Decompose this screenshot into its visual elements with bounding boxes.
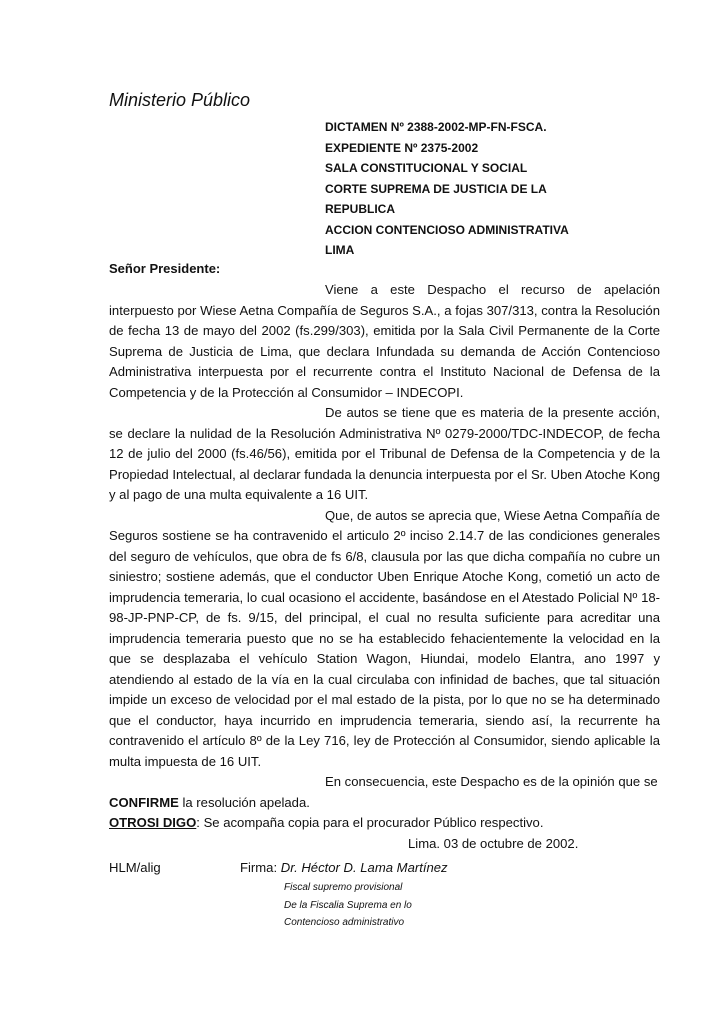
court-name: CORTE SUPREMA DE JUSTICIA DE LA (325, 181, 547, 196)
paragraph-conclusion: En consecuencia, este Despacho es de la opinión que se (325, 774, 658, 789)
salutation: Señor Presidente: (109, 261, 221, 276)
date-line (109, 834, 660, 855)
court-chamber: SALA CONSTITUCIONAL Y SOCIAL (325, 161, 528, 175)
court-name-continued: REPUBLICA (325, 202, 396, 216)
signatory-title-line: Contencioso administrativo (284, 917, 405, 928)
institution-name: Ministerio Público (109, 90, 251, 110)
signatory-title-line: De la Fiscalia Suprema en lo (284, 899, 412, 911)
expediente-number: EXPEDIENTE Nº 2375-2002 (325, 140, 479, 155)
city: LIMA (325, 243, 355, 257)
case-header (325, 117, 660, 261)
signatory-name: Dr. Héctor D. Lama Martínez (280, 860, 448, 875)
paragraph-matter: De autos se tiene que es materia de la presente acción, se declare la nulidad de la Resolución Administrativa Nº 0279-2000/TDC-INDECOP, de fecha 12 de julio del 2000 (fs.46/56), emitida por el Tribunal de Defensa de la Competencia y de la Propiedad Intelectual, al declarar fundada la denuncia interpuesta por el Sr. Uben Atoche Kong y al pago de una multa equivalente a 16 UIT. (109, 405, 660, 502)
initials: HLM/alig (109, 860, 161, 875)
document-body (109, 280, 660, 854)
action-type: ACCION CONTENCIOSO ADMINISTRATIVA (325, 222, 569, 237)
paragraph-analysis: Que, de autos se aprecia que, Wiese Aetna Compañía de Seguros sostiene se ha contravenido el articulo 2º inciso 2.14.7 de las condiciones generales del seguro de vehículos, que obra de fs 6/8, clausula por las que dicha compañía no cubre un siniestro; sostiene además, que el conductor Uben Enrique Atoche Kong, cometió un acto de imprudencia temeraria, lo cual ocasiono el accidente, basándose en el Atestado Policial Nº 18-98-JP-PNP-CP, de fs. 9/15, del principal, el cual no resulta suficiente para acreditar una imprudencia temeraria puesto que no se ha establecido fehacientemente la velocidad en la que se desplazaba el vehículo Station Wagon, Hiundai, modelo Elantra, ano 1997 y atendiendo al estado de la vía en la cual circulaba con infinidad de baches, que tal situación impide un exceso de velocidad por el mal estado de la pista, por lo que no se ha determinado que el conductor, haya incurrido en imprudencia temeraria, siendo así, la recurrente ha contravenido el artículo 8º de la Ley 716, ley de Protección al Consumidor, siendo aplicable la multa impuesta de 16 UIT. (109, 507, 660, 769)
otrosi-keyword: OTROSI DIGO (109, 815, 197, 830)
paragraph-appeal: Viene a este Despacho el recurso de apelación interpuesto por Wiese Aetna Compañía de Seguros S.A., a fojas 307/313, contra la Resolución de fecha 13 de mayo del 2002 (fs.299/303), emitida por la Sala Civil Permanente de la Corte Suprema de Justicia de Lima, que declara Infundada su demanda de Acción Contencioso Administrativa interpuesta por el recurrente contra el Instituto Nacional de Defensa de la Competencia y de la Protección al Consumidor – INDECOPI. (109, 282, 660, 400)
confirm-text: la resolución apelada. (178, 794, 310, 810)
dictamen-number: DICTAMEN Nº 2388-2002-MP-FN-FSCA. (325, 120, 547, 134)
confirm-line (109, 793, 660, 814)
confirm-keyword: CONFIRME (109, 794, 179, 810)
otrosi-text: : Se acompaña copia para el procurador Público respectivo. (196, 815, 544, 830)
signatory-titles (284, 879, 412, 932)
signatory-title-line: Fiscal supremo provisional (284, 882, 403, 893)
otrosi-line (109, 813, 660, 834)
signature-label: Firma: (240, 860, 281, 875)
document-date: Lima. 03 de octubre de 2002. (408, 835, 579, 851)
document-page (109, 0, 660, 1031)
signature (240, 860, 448, 875)
